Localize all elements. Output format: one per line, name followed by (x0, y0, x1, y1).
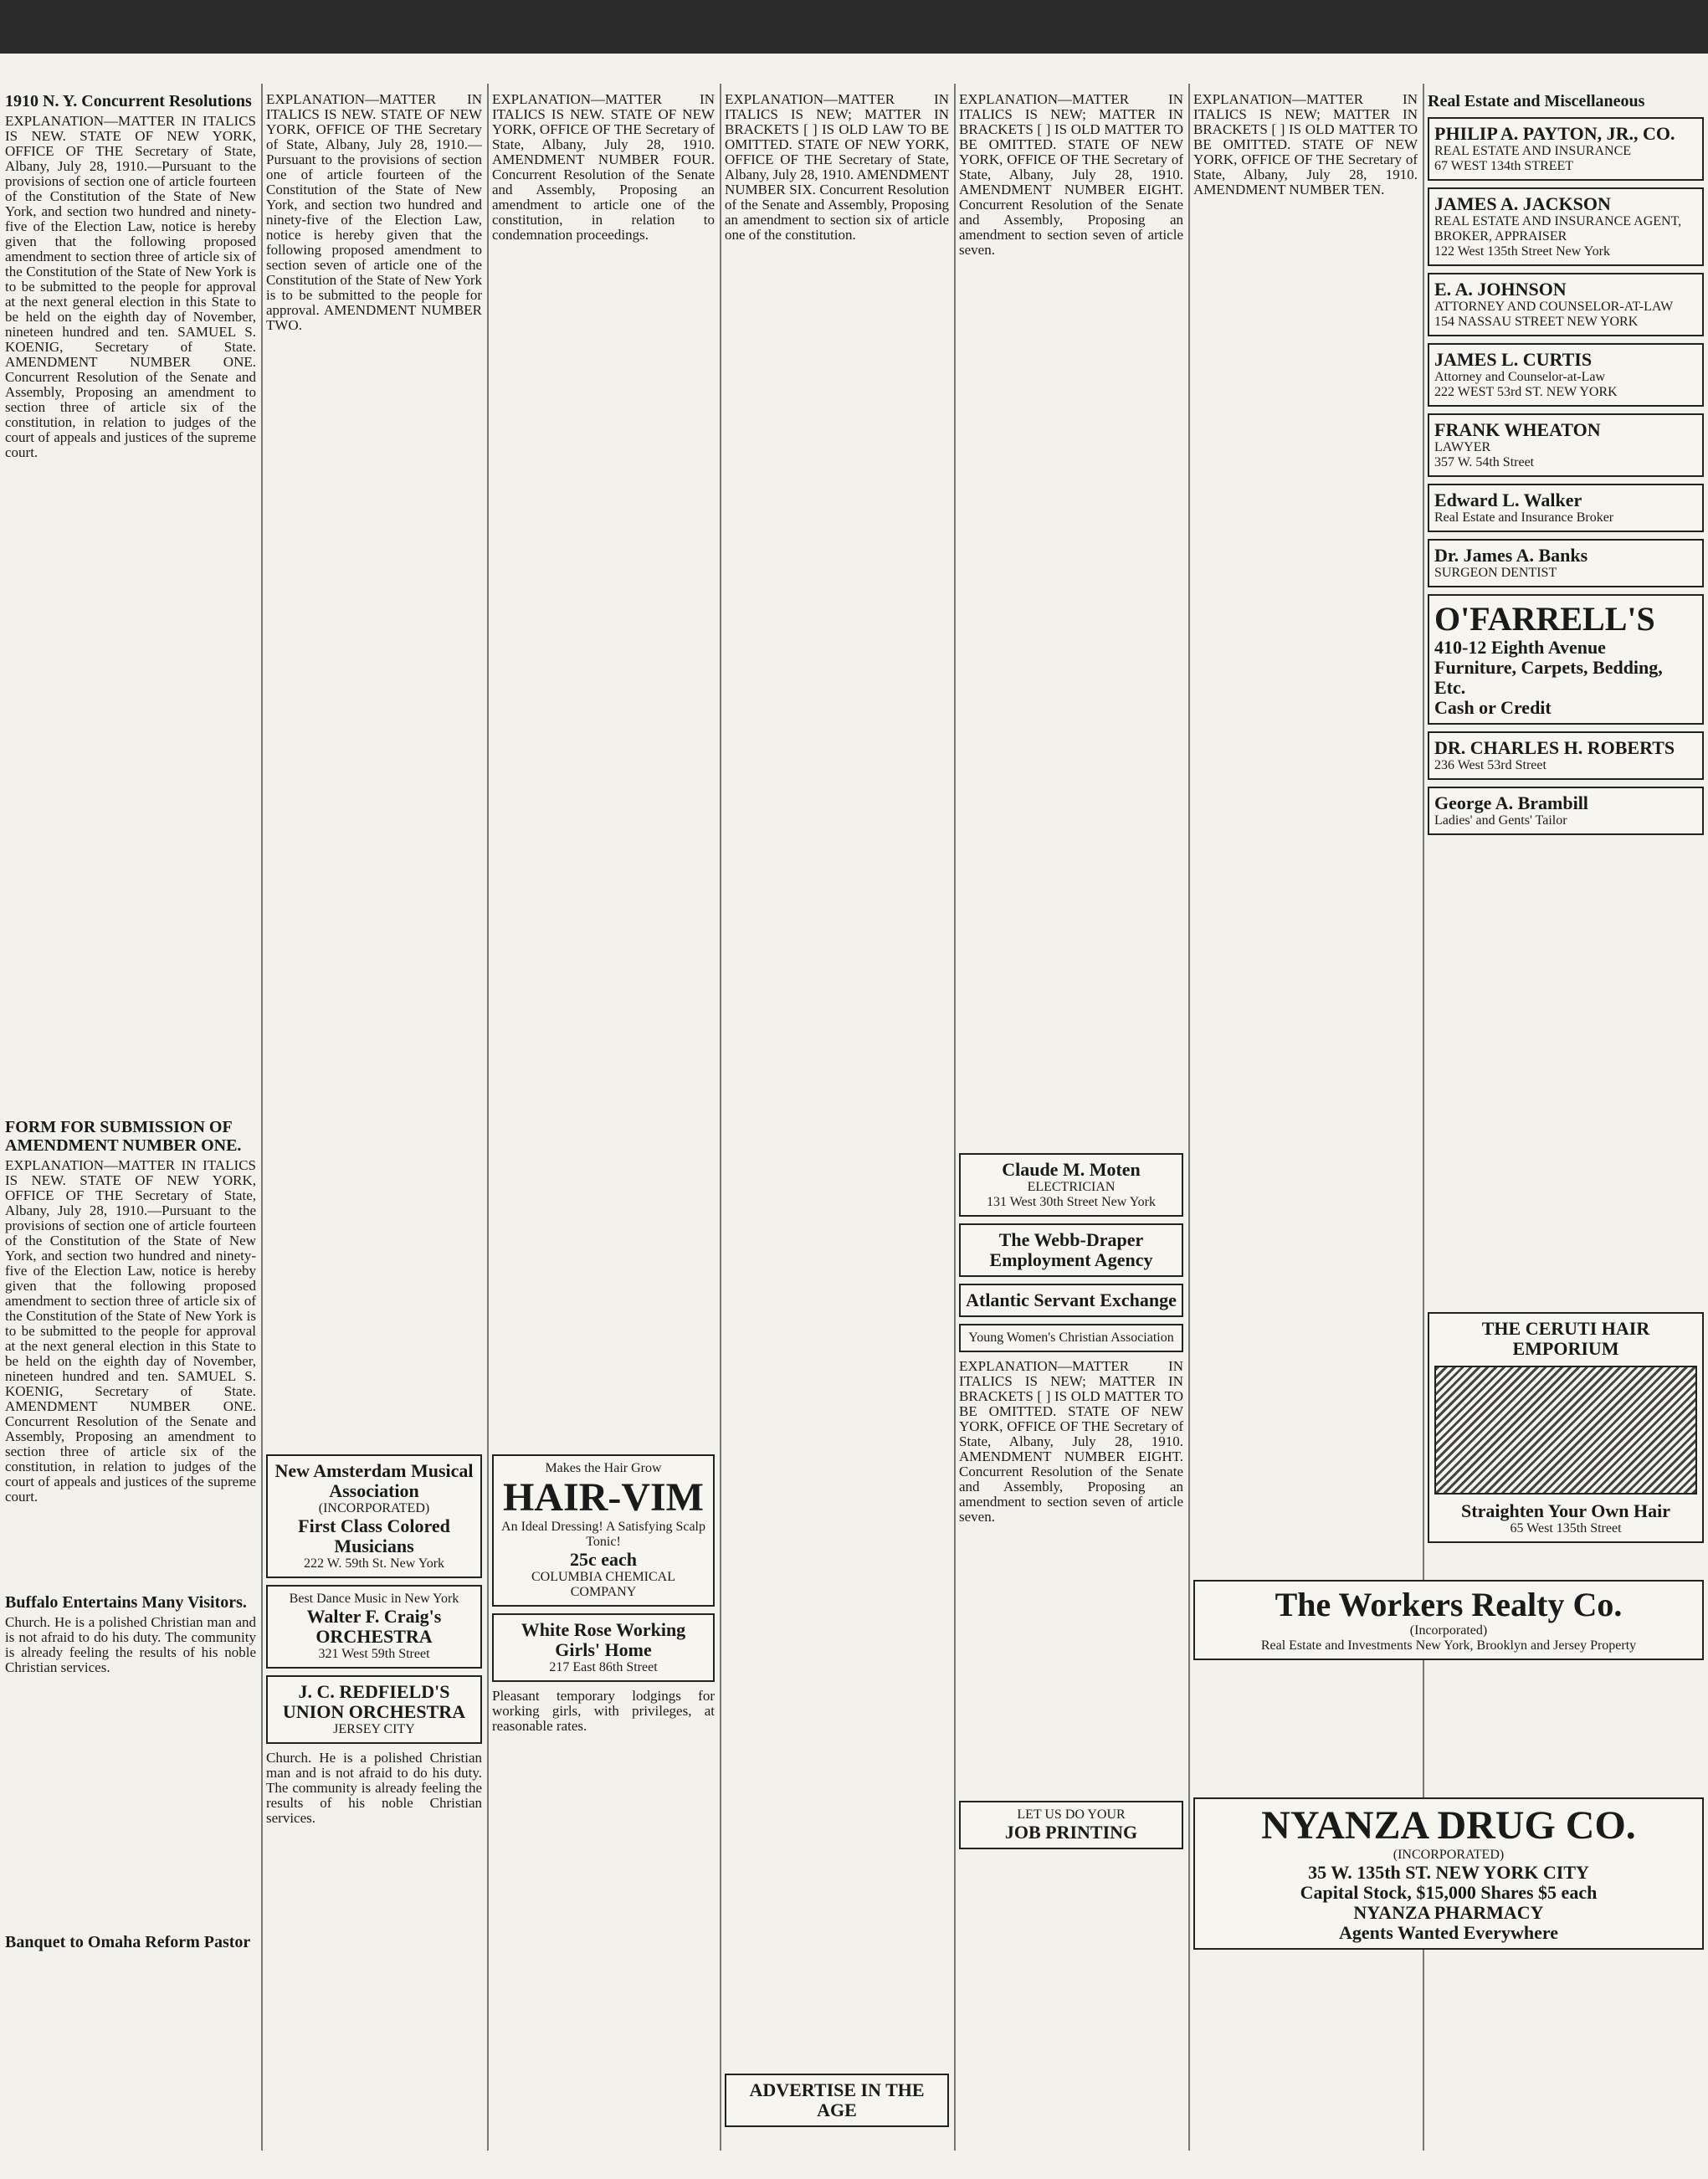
ad-name: PHILIP A. PAYTON, JR., CO. (1434, 123, 1675, 144)
ad-name: JAMES L. CURTIS (1434, 349, 1593, 370)
ad-big: JOB PRINTING (1004, 1822, 1138, 1843)
ceruti-box (1428, 1312, 1704, 1543)
ad-name: DR. CHARLES H. ROBERTS (1434, 737, 1675, 758)
ad-subtitle: ATTORNEY AND COUNSELOR-AT-LAW (1434, 300, 1674, 314)
ad-subtitle: (Incorporated) (1409, 1623, 1488, 1638)
banks-ad (1428, 539, 1704, 587)
ad-subtitle: Attorney and Counselor-at-Law (1434, 370, 1606, 384)
ad-title: New Amsterdam Musical Association (274, 1460, 474, 1501)
column-5-text: EXPLANATION—MATTER IN ITALICS IS NEW; MATTER IN BRACKETS [ ] IS OLD MATTER TO BE OMITTED. STATE OF NEW YORK, OFFICE OF THE Secretary of State, Albany, July 28, 1910. AMENDMENT NUMBER EIGHT. Concurrent Resolution of the Senate and Assembly, Proposing an amendment to section seven of article seven. (959, 91, 1187, 258)
masthead-bar (0, 0, 1708, 54)
column-rule (954, 84, 956, 2151)
ad-address: 410-12 Eighth Avenue (1434, 637, 1606, 658)
redfield-orchestra-ad (266, 1675, 482, 1744)
ad-address: 35 W. 135th ST. NEW YORK CITY (1308, 1862, 1589, 1883)
column-4-text: EXPLANATION—MATTER IN ITALICS IS NEW; MATTER IN BRACKETS [ ] IS OLD LAW TO BE OMITTED. STATE OF NEW YORK, OFFICE OF THE Secretary of State, Albany, July 28, 1910. AMENDMENT NUMBER SIX. Concurrent Resolution of the Senate and Assembly, Proposing an amendment to section six of article one of the constitution. (725, 91, 953, 243)
ad-pharmacy: NYANZA PHARMACY (1353, 1902, 1544, 1923)
nyanza-box (1193, 1797, 1704, 1950)
ad-address: 357 W. 54th Street (1434, 455, 1535, 469)
jackson-ad (1428, 187, 1704, 266)
ad-title: The Webb-Draper Employment Agency (989, 1229, 1153, 1270)
column-6-text: EXPLANATION—MATTER IN ITALICS IS NEW; MATTER IN BRACKETS [ ] IS OLD MATTER TO BE OMITTED. STATE OF NEW YORK, OFFICE OF THE Secretary of State, Albany, July 28, 1910. AMENDMENT NUMBER TEN. (1193, 91, 1422, 197)
portrait-illustration (1434, 1366, 1697, 1495)
ad-address: 222 W. 59th St. New York (303, 1556, 445, 1571)
ad-name: O'FARRELL'S (1434, 600, 1655, 638)
ad-agents: Agents Wanted Everywhere (1339, 1922, 1558, 1943)
column-3-text: EXPLANATION—MATTER IN ITALICS IS NEW. STATE OF NEW YORK, OFFICE OF THE Secretary of State, Albany, July 28, 1910. AMENDMENT NUMBER FOUR. Concurrent Resolution of the Senate and Assembly, Proposing an amendment to article one of the constitution, in relation to condemnation proceedings. (492, 91, 719, 243)
payton-ad (1428, 117, 1704, 181)
ad-subtitle: LAWYER (1434, 440, 1491, 454)
ofarrell-ad (1428, 594, 1704, 725)
ad-subtitle: An Ideal Dressing! A Satisfying Scalp Tonic! (501, 1520, 705, 1549)
ad-line: First Class Colored Musicians (298, 1515, 450, 1556)
ad-name: Edward L. Walker (1434, 490, 1582, 510)
ad-subtitle: Real Estate and Insurance Broker (1434, 510, 1614, 525)
ad-name: Claude M. Moten (1002, 1159, 1141, 1180)
ad-caption: Straighten Your Own Hair (1461, 1500, 1670, 1521)
ad-title: Atlantic Servant Exchange (966, 1289, 1177, 1310)
ad-name: Walter F. Craig's ORCHESTRA (306, 1606, 442, 1647)
column-1 (5, 92, 260, 2159)
right-header: Real Estate and Miscellaneous (1428, 92, 1645, 110)
ad-line: Real Estate and Investments New York, Brooklyn and Jersey Property (1260, 1638, 1637, 1653)
ad-price: 25c each (569, 1549, 638, 1570)
webb-draper-ad (959, 1223, 1183, 1277)
column-1-heading: 1910 N. Y. Concurrent Resolutions (5, 92, 252, 110)
ad-address: 122 West 135th Street New York (1434, 244, 1610, 259)
ad-address: 67 WEST 134th STREET (1434, 159, 1574, 173)
column-1-filler: EXPLANATION—MATTER IN ITALICS IS NEW. STATE OF NEW YORK, OFFICE OF THE Secretary of State, Albany, July 28, 1910.—Pursuant to the provisions of section one of article fourteen of the Constitution of the State of New York, and section two hundred and ninety-five of the Election Law, notice is hereby given that the following proposed amendment to section three of article six of the Constitution of the State of New York is to be submitted to the people for approval at the next general election in this State to be held on the eighth day of November, nineteen hundred and ten. SAMUEL S. KOENIG, Secretary of State. AMENDMENT NUMBER ONE. Concurrent Resolution of the Senate and Assembly, Proposing an amendment to section three of article six of the constitution, in relation to judges of the court of appeals and justices of the supreme court. (5, 1157, 260, 1505)
curtis-ad (1428, 343, 1704, 407)
workers-box (1193, 1580, 1704, 1660)
right-column (1428, 92, 1704, 1289)
brambill-ad (1428, 787, 1704, 835)
ad-subtitle: (INCORPORATED) (1393, 1848, 1505, 1862)
column-1-filler-2: Church. He is a polished Christian man and is not afraid to do his duty. The community is already feeling the results of his noble Christian services. (5, 1614, 260, 1675)
ywca-ad (959, 1324, 1183, 1352)
ad-address: 236 West 53rd Street (1434, 758, 1546, 772)
ad-address: 131 West 30th Street New York (987, 1195, 1156, 1209)
column-6 (1193, 91, 1422, 1264)
column-rule (261, 84, 263, 2151)
ad-subtitle: Ladies' and Gents' Tailor (1434, 813, 1567, 828)
ad-name: George A. Brambill (1434, 792, 1588, 813)
ad-name: E. A. JOHNSON (1434, 279, 1567, 300)
column-2-text: EXPLANATION—MATTER IN ITALICS IS NEW. STATE OF NEW YORK, OFFICE OF THE Secretary of State, Albany, July 28, 1910.—Pursuant to the provisions of section one of article fourteen of the Constitution of the State of New York, and section two hundred and ninety-five of the Election Law, notice is hereby given that the following proposed amendment to section seven of article one of the Constitution of the State of New York is to be submitted to the people for approval. AMENDMENT NUMBER TWO. (266, 91, 486, 333)
ad-title: J. C. REDFIELD'S UNION ORCHESTRA (282, 1681, 466, 1722)
moten-ad (959, 1153, 1183, 1217)
ad-title: HAIR-VIM (503, 1475, 704, 1520)
ad-subtitle: (INCORPORATED) (318, 1501, 430, 1515)
roberts-ad (1428, 731, 1704, 780)
ad-address: 321 West 59th Street (318, 1647, 430, 1661)
ad-goods: Furniture, Carpets, Bedding, Etc. (1434, 657, 1663, 698)
ad-title: White Rose Working Girls' Home (521, 1619, 686, 1660)
ad-name: Dr. James A. Banks (1434, 545, 1588, 566)
ad-subtitle: SURGEON DENTIST (1434, 566, 1557, 580)
ad-capital: Capital Stock, $15,000 Shares $5 each (1300, 1882, 1598, 1903)
craig-orchestra-ad (266, 1585, 482, 1669)
ceruti-ad (1428, 1305, 1704, 1548)
ad-subtitle: ELECTRICIAN (1027, 1180, 1116, 1194)
advertise-ad (725, 2074, 949, 2127)
ad-company: COLUMBIA CHEMICAL COMPANY (531, 1570, 675, 1599)
column-3 (492, 91, 719, 2159)
column-2-text-bottom: Church. He is a polished Christian man and is not afraid to do his duty. The community is already feeling the results of his noble Christian services. (266, 1750, 486, 1826)
column-rule (720, 84, 721, 2151)
hair-vim-ad (492, 1454, 715, 1607)
atlantic-ad (959, 1284, 1183, 1317)
johnson-ad (1428, 273, 1704, 336)
ad-address: 217 East 86th Street (549, 1660, 658, 1674)
ad-title: LET US DO YOUR (1017, 1807, 1126, 1822)
column-2 (266, 91, 486, 2159)
nyanza-ad (1193, 1791, 1704, 2159)
ad-name: NYANZA DRUG CO. (1261, 1803, 1636, 1848)
ad-title: ADVERTISE IN THE AGE (749, 2079, 925, 2120)
ad-name: JAMES A. JACKSON (1434, 193, 1611, 214)
banquet-heading: Banquet to Omaha Reform Pastor (5, 1933, 251, 1951)
ad-title: Young Women's Christian Association (968, 1330, 1174, 1345)
ad-subtitle: REAL ESTATE AND INSURANCE AGENT, BROKER, APPRAISER (1434, 214, 1682, 244)
ad-address: 154 NASSAU STREET NEW YORK (1434, 315, 1639, 329)
column-5-text-bottom: EXPLANATION—MATTER IN ITALICS IS NEW; MATTER IN BRACKETS [ ] IS OLD MATTER TO BE OMITTED. STATE OF NEW YORK, OFFICE OF THE Secretary of State, Albany, July 28, 1910. AMENDMENT NUMBER EIGHT. Concurrent Resolution of the Senate and Assembly, Proposing an amendment to section seven of article seven. (959, 1358, 1187, 1525)
ad-address: 65 West 135th Street (1510, 1521, 1622, 1536)
column-rule (487, 84, 489, 2151)
column-4 (725, 91, 953, 2159)
column-5 (959, 91, 1187, 2159)
ad-city: JERSEY CITY (333, 1722, 415, 1736)
column-rule (1188, 84, 1190, 2151)
job-printing-ad (959, 1801, 1183, 1849)
ad-name: THE CERUTI HAIR EMPORIUM (1481, 1318, 1650, 1359)
ad-caption: Makes the Hair Grow (545, 1461, 662, 1475)
ad-title: Best Dance Music in New York (289, 1592, 459, 1606)
white-rose-ad (492, 1613, 715, 1682)
ad-name: The Workers Realty Co. (1275, 1586, 1623, 1623)
ad-name: FRANK WHEATON (1434, 419, 1601, 440)
column-1-text: EXPLANATION—MATTER IN ITALICS IS NEW. STATE OF NEW YORK, OFFICE OF THE Secretary of State, Albany, July 28, 1910.—Pursuant to the provisions of section one of article fourteen of the Constitution of the State of New York, and section two hundred and ninety-five of the Election Law, notice is hereby given that the following proposed amendment to section three of article six of the Constitution of the State of New York is to be submitted to the people for approval at the next general election in this State to be held on the eighth day of November, nineteen hundred and ten. SAMUEL S. KOENIG, Secretary of State. AMENDMENT NUMBER ONE. Concurrent Resolution of the Senate and Assembly, Proposing an amendment to section three of article six of the constitution, in relation to judges of the court of appeals and justices of the supreme court. (5, 113, 260, 460)
column-3-text-bottom: Pleasant temporary lodgings for working girls, with privileges, at reasonable rates. (492, 1688, 719, 1734)
wheaton-ad (1428, 413, 1704, 477)
ad-subtitle: REAL ESTATE AND INSURANCE (1434, 144, 1632, 158)
walker-ad (1428, 484, 1704, 532)
workers-realty-ad (1193, 1573, 1704, 1766)
form-submission-heading: FORM FOR SUBMISSION OF AMENDMENT NUMBER ONE. (5, 1118, 242, 1155)
new-amsterdam-ad (266, 1454, 482, 1578)
buffalo-heading: Buffalo Entertains Many Visitors. (5, 1593, 247, 1612)
ad-credit: Cash or Credit (1434, 697, 1552, 718)
ad-address: 222 WEST 53rd ST. NEW YORK (1434, 385, 1618, 399)
